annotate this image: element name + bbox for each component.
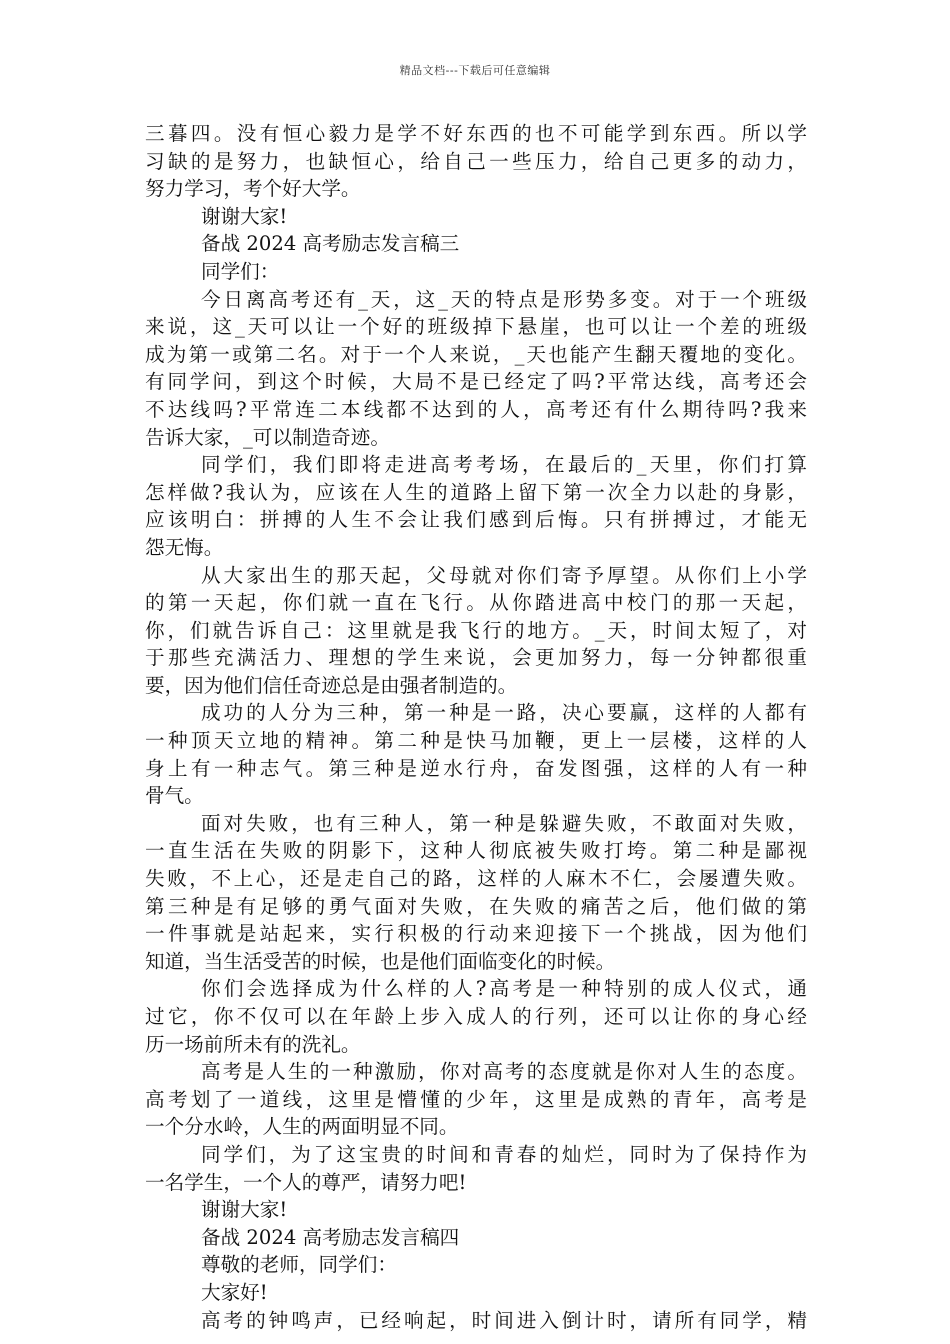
text-line: 成为第一或第二名。对于一个人来说，_天也能产生翻天覆地的变化。	[145, 342, 807, 366]
paragraph	[145, 1307, 807, 1335]
text-line: 高考划了一道线，这里是懵懂的少年，这里是成熟的青年，高考是	[145, 1087, 807, 1111]
text-line: 你们会选择成为什么样的人?高考是一种特别的成人仪式，通	[201, 977, 807, 1001]
paragraph	[145, 230, 807, 258]
text-line: 一直生活在失败的阴影下，这种人彻底被失败打垮。第二种是鄙视	[145, 839, 807, 863]
text-line: 身上有一种志气。第三种是逆水行舟，奋发图强，这样的人有一种	[145, 756, 807, 780]
paragraph	[145, 699, 807, 809]
text-line: 于那些充满活力、理想的学生来说，会更加努力，每一分钟都很重	[145, 646, 807, 670]
text-line: 三暮四。没有恒心毅力是学不好东西的也不可能学到东西。所以学	[145, 122, 807, 145]
text-line: 今日离高考还有_天，这_天的特点是形势多变。对于一个班级	[201, 287, 807, 311]
paragraph	[145, 1224, 807, 1252]
text-line: 不达线吗?平常连二本线都不达到的人，高考还有什么期待吗?我来	[145, 397, 807, 421]
paragraph	[145, 1141, 807, 1196]
paragraph	[145, 1251, 807, 1279]
text-line: 同学们，为了这宝贵的时间和青春的灿烂，同时为了保持作为	[201, 1142, 807, 1166]
text-line: 知道，当生活受苦的时候，也是他们面临变化的时候。	[145, 949, 616, 973]
text-line: 高考的钟鸣声，已经响起，时间进入倒计时，请所有同学，精	[201, 1308, 807, 1332]
text-line: 从大家出生的那天起，父母就对你们寄予厚望。从你们上小学	[201, 563, 807, 587]
text-line: 谢谢大家!	[201, 1198, 288, 1222]
text-line: 同学们：	[201, 259, 280, 283]
paragraph	[145, 1279, 807, 1307]
page-header: 精品文档---下载后可任意编辑	[399, 64, 551, 77]
paragraph	[145, 203, 807, 231]
text-line: 谢谢大家!	[201, 204, 288, 228]
text-line: 来说，这_天可以让一个好的班级掉下悬崖，也可以让一个差的班级	[145, 315, 807, 339]
text-line: 怨无悔。	[145, 535, 224, 559]
text-line: 怎样做?我认为，应该在人生的道路上留下第一次全力以赴的身影，	[145, 480, 807, 504]
text-line: 一名学生，一个人的尊严，请努力吧!	[145, 1170, 467, 1194]
text-line: 过它，你不仅可以在年龄上步入成人的行列，还可以让你的身心经	[145, 1005, 807, 1028]
text-line: 同学们，我们即将走进高考考场，在最后的_天里，你们打算	[201, 453, 807, 477]
text-line: 备战 2024 高考励志发言稿四	[201, 1225, 460, 1249]
text-line: 的第一天起，你们就一直在飞行。从你踏进高中校门的那一天起，	[145, 591, 807, 615]
paragraph	[145, 451, 807, 561]
paragraph	[145, 810, 807, 976]
text-line: 习缺的是努力，也缺恒心，给自己一些压力，给自己更多的动力，	[145, 149, 807, 173]
paragraph	[145, 562, 807, 700]
text-line: 大家好!	[201, 1280, 268, 1304]
text-line: 备战 2024 高考励志发言稿三	[201, 232, 460, 256]
paragraph	[145, 258, 807, 286]
document-body	[145, 120, 807, 1334]
text-line: 失败，不上心，还是走自己的路，这样的人麻木不仁，会屡遭失败。	[145, 867, 807, 891]
text-line: 一种顶天立地的精神。第二种是快马加鞭，更上一层楼，这样的人	[145, 729, 807, 753]
text-line: 骨气。	[145, 784, 204, 808]
text-line: 成功的人分为三种，第一种是一路，决心要赢，这样的人都有	[201, 701, 807, 725]
paragraph	[145, 286, 807, 452]
text-line: 一个分水岭，人生的两面明显不同。	[145, 1115, 459, 1139]
text-line: 努力学习，考个好大学。	[145, 177, 361, 201]
text-line: 有同学问，到这个时候，大局不是已经定了吗?平常达线，高考还会	[145, 370, 807, 394]
text-line: 尊敬的老师，同学们：	[201, 1253, 397, 1277]
text-line: 面对失败，也有三种人，第一种是躲避失败，不敢面对失败，	[201, 811, 807, 835]
paragraph	[145, 1196, 807, 1224]
text-line: 要，因为他们信任奇迹总是由强者制造的。	[145, 673, 518, 697]
paragraph	[145, 975, 807, 1058]
text-line: 你，们就告诉自己：这里就是我飞行的地方。_天，时间太短了，对	[145, 618, 807, 642]
paragraph	[145, 1058, 807, 1141]
text-line: 告诉大家，_可以制造奇迹。	[145, 425, 390, 449]
text-line: 第三种是有足够的勇气面对失败，在失败的痛苦之后，他们做的第	[145, 894, 807, 918]
text-line: 一件事就是站起来，实行积极的行动来迎接下一个挑战，因为他们	[145, 922, 807, 946]
paragraph	[145, 120, 807, 203]
text-line: 高考是人生的一种激励，你对高考的态度就是你对人生的态度。	[201, 1060, 807, 1084]
text-line: 历一场前所未有的洗礼。	[145, 1032, 361, 1056]
text-line: 应该明白：拼搏的人生不会让我们感到后悔。只有拼搏过，才能无	[145, 508, 807, 532]
